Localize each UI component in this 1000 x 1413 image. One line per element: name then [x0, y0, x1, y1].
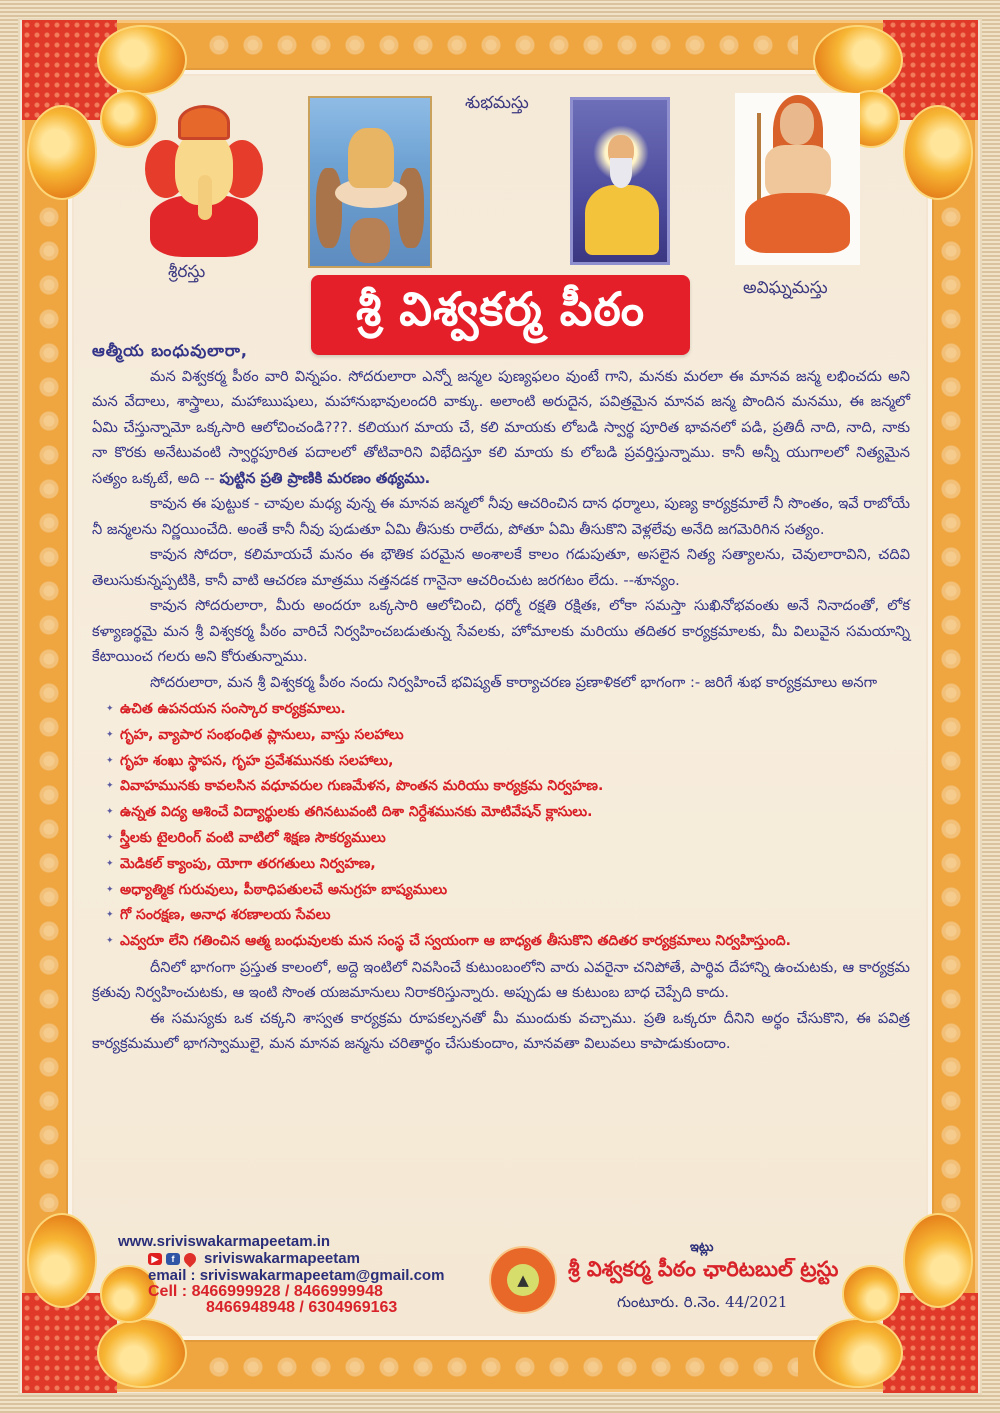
program-item: ✦ గో సంరక్షణ, అనాధ శరణాలయ సేవలు — [106, 903, 910, 929]
flower-pattern-left — [34, 200, 64, 1212]
salutation: ఆత్మీయ బంధువులారా, — [92, 341, 248, 360]
registration-number: గుంటూరు. రి.నెం. 44/2021 — [617, 1293, 788, 1311]
trust-seal-logo — [489, 1246, 557, 1314]
blessing-avighnamastu: అవిఘ్నమస్తు — [743, 278, 828, 298]
social-row — [148, 1250, 498, 1267]
corner-ornament-bottom-right — [798, 1203, 978, 1393]
email-line — [148, 1267, 498, 1284]
facebook-icon[interactable]: f — [166, 1253, 180, 1265]
program-item: ✦ ఉచిత ఉపనయన సంస్కార కార్యక్రమాలు. — [106, 697, 910, 723]
flower-pattern-right — [936, 200, 966, 1212]
paragraph-1-emphasis: పుట్టిన ప్రతి ప్రాణికి మరణం తథ్యము. — [219, 469, 431, 487]
viswakarma-image — [570, 97, 670, 265]
program-item: ✦ మెడికల్ క్యాంపు, యోగా తరగతులు నిర్వహణ, — [106, 852, 910, 878]
program-item: ✦ ఎవ్వరూ లేని గతించిన ఆత్మ బంధువులకు మన సంస్థ చే స్వయంగా ఆ బాధ్యత తీసుకొని తదితర కార్యక్రమాలు నిర్వహిస్తుంది. — [106, 929, 910, 955]
shiva-linga-icon: ▲ — [507, 1264, 539, 1296]
program-item: ✦ వివాహమునకు కావలసిన వధూవరుల గుణమేళన, పొంతన మరియు కార్యక్రమ నిర్వహణ. — [106, 774, 910, 800]
flower-pattern-bottom — [202, 1352, 798, 1382]
phone-numbers — [148, 1284, 498, 1316]
email-label: email : — [148, 1267, 200, 1284]
paragraph-1 — [92, 364, 910, 492]
program-item: ✦ స్త్రీలకు టైలరింగ్ వంటి వాటిలో శిక్షణ సౌకర్యములు — [106, 826, 910, 852]
youtube-icon[interactable]: ▶ — [148, 1253, 162, 1265]
paragraph-1-text: మన విశ్వకర్మ పీఠం వారి విన్నపం. సోదరులారా ఎన్నో జన్మల పుణ్యఫలం వుంటే గాని, మనకు మరలా ఈ మానవ జన్మ లభించదు అని మన వేదాలు, శాస్త్రాలు, మహాఋషులు, మహానుభావులందరి వాక్కు. అలాంటి అరుదైన, పవిత్రమైన మానవ జన్మ పొందిన మనము, ఈ జన్మలో ఏమి చేస్తున్నామో ఒక్కసారి ఆలోచించండి???. కలియుగ మాయ చే, కలి మాయకు లోబడి స్వార్థ పూరిత భావనలో పడి, ప్రతిదీ నాది, నాది, నాకు నా కొరకు అనేటువంటి స్వార్థపూరిత పదాలలో తోటివారిని విభేదిస్తూ కలి మాయ కు లోబడి ప్రవర్తిస్తున్నాము. కానీ అన్నీ యుగాలలో నిత్యమైన సత్యం ఒక్కటే, అది -- — [92, 367, 910, 487]
paragraph-5: సోదరులారా, మన శ్రీ విశ్వకర్మ పీఠం నందు నిర్వహించే భవిష్యత్ కార్యాచరణ ప్రణాళికలో భాగంగా :- జరిగే శుభ కార్యక్రమాలు అనగా — [150, 673, 878, 691]
cell-label: Cell : — [148, 1283, 192, 1300]
flower-pattern-top — [202, 30, 798, 60]
ganesha-image — [140, 100, 268, 260]
brahma-image — [310, 98, 430, 266]
paragraph-4: కావున సోదరులారా, మీరు అందరూ ఒక్కసారి ఆలోచించి, ధర్మో రక్షతి రక్షితః, లోకా సమస్తా సుఖినోభవంతు అనే నినాదంతో, లోక కళ్యాణర్థమై మన శ్రీ విశ్వకర్మ పీఠం వారిచే నిర్వహించబడుతున్న సేవలకు, హోమాలకు మరియు తదితర కార్యక్రమాలకు, మీ విలువైన సమయాన్ని కేటాయించ గలరు అని కోరుతున్నాము. — [92, 597, 910, 665]
letter-body — [92, 338, 910, 1057]
social-handle[interactable]: sriviswakarmapeetam — [204, 1250, 360, 1267]
phones-line-1[interactable]: 8466999928 / 8466999948 — [191, 1283, 383, 1300]
blessing-srirastu: శ్రీరస్తు — [168, 262, 206, 282]
program-item: ✦ గృహ శంఖు స్థాపన, గృహ ప్రవేశమునకు సలహాలు, — [106, 749, 910, 775]
program-item: ✦ గృహ, వ్యాపార సంభంధిత ప్లానులు, వాస్తు సలహాలు — [106, 723, 910, 749]
email-address[interactable]: sriviswakarmapeetam@gmail.com — [199, 1267, 445, 1284]
trust-name: శ్రీ విశ్వకర్మ పీఠం ఛారిటబుల్ ట్రస్టు — [568, 1257, 839, 1281]
paragraph-6: దీనిలో భాగంగా ప్రస్తుత కాలంలో, అద్దె ఇంటిలో నివసించే కుటుంబంలోని వారు ఎవరైనా చనిపోతే, పార్థివ దేహాన్ని ఉంచుటకు, ఆ కార్యక్రమ క్రతువు నిర్వహించుటకు, ఆ ఇంటి సొంత యజమానులు నిరాకరిస్తున్నారు. అప్పుడు ఆ కుటుంబ బాధ చెప్పేది కాదు. — [92, 958, 910, 1002]
programs-list — [106, 697, 910, 955]
program-item: ✦ అధ్యాత్మిక గురువులు, పీఠాధిపతులచే అనుగ్రహ బాష్యములు — [106, 878, 910, 904]
blessing-subhamastu: శుభమస్తు — [465, 93, 529, 113]
paragraph-7: ఈ సమస్యకు ఒక చక్కని శాస్వత కార్యక్రమ రూపకల్పనతో మీ ముందుకు వచ్చాము. ప్రతి ఒక్కరూ దీనిని అర్థం చేసుకొని, ఈ పవిత్ర కార్యక్రమములో భాగస్వాములై, మన మానవ జన్మను చరితార్థం చేసుకుందాం, మానవతా విలువలు కాపాడుకుందాం. — [92, 1009, 910, 1053]
adi-shankara-image — [735, 93, 860, 265]
paragraph-2: కావున ఈ పుట్టుక - చావుల మధ్య వున్న ఈ మానవ జన్మలో నీవు ఆచరించిన దాన ధర్మాలు, పుణ్య కార్యక్రమాలే నీ సొంతం, ఇవే రాబోయే నీ జన్మలను నిర్ణయించేది. అంతే కానీ నీవు పుడుతూ ఏమి తీసుకు రాలేదు, పోతూ ఏమి తీసుకొని వెళ్లలేవు అనేది జగమెరిగిన సత్యం. — [92, 495, 910, 538]
website-link[interactable]: www.sriviswakarmapeetam.in — [118, 1233, 331, 1250]
program-item: ✦ ఉన్నత విద్య ఆశించే విద్యార్థులకు తగినటువంటి దిశా నిర్దేశమునకు మోటివేషన్ క్లాసులు. — [106, 800, 910, 826]
location-icon[interactable] — [182, 1250, 199, 1267]
phones-line-2[interactable]: 8466948948 / 6304969163 — [206, 1299, 398, 1316]
page-title: శ్రీ విశ్వకర్మ పీఠం — [311, 275, 690, 355]
signoff-itlu: ఇట్లు — [690, 1240, 714, 1255]
paragraph-3: కావున సోదరా, కలిమాయచే మనం ఈ భౌతిక పరమైన అంశాలకే కాలం గడుపుతూ, అసలైన నిత్య సత్యాలను, చెవులారావిని, చదివి తెలుసుకున్నప్పటికి, కానీ వాటి ఆచరణ మాత్రము నత్తనడక గానైనా ఆచరించుట జరగటం లేదు. --శూన్యం. — [92, 546, 910, 589]
contact-block — [118, 1233, 498, 1316]
